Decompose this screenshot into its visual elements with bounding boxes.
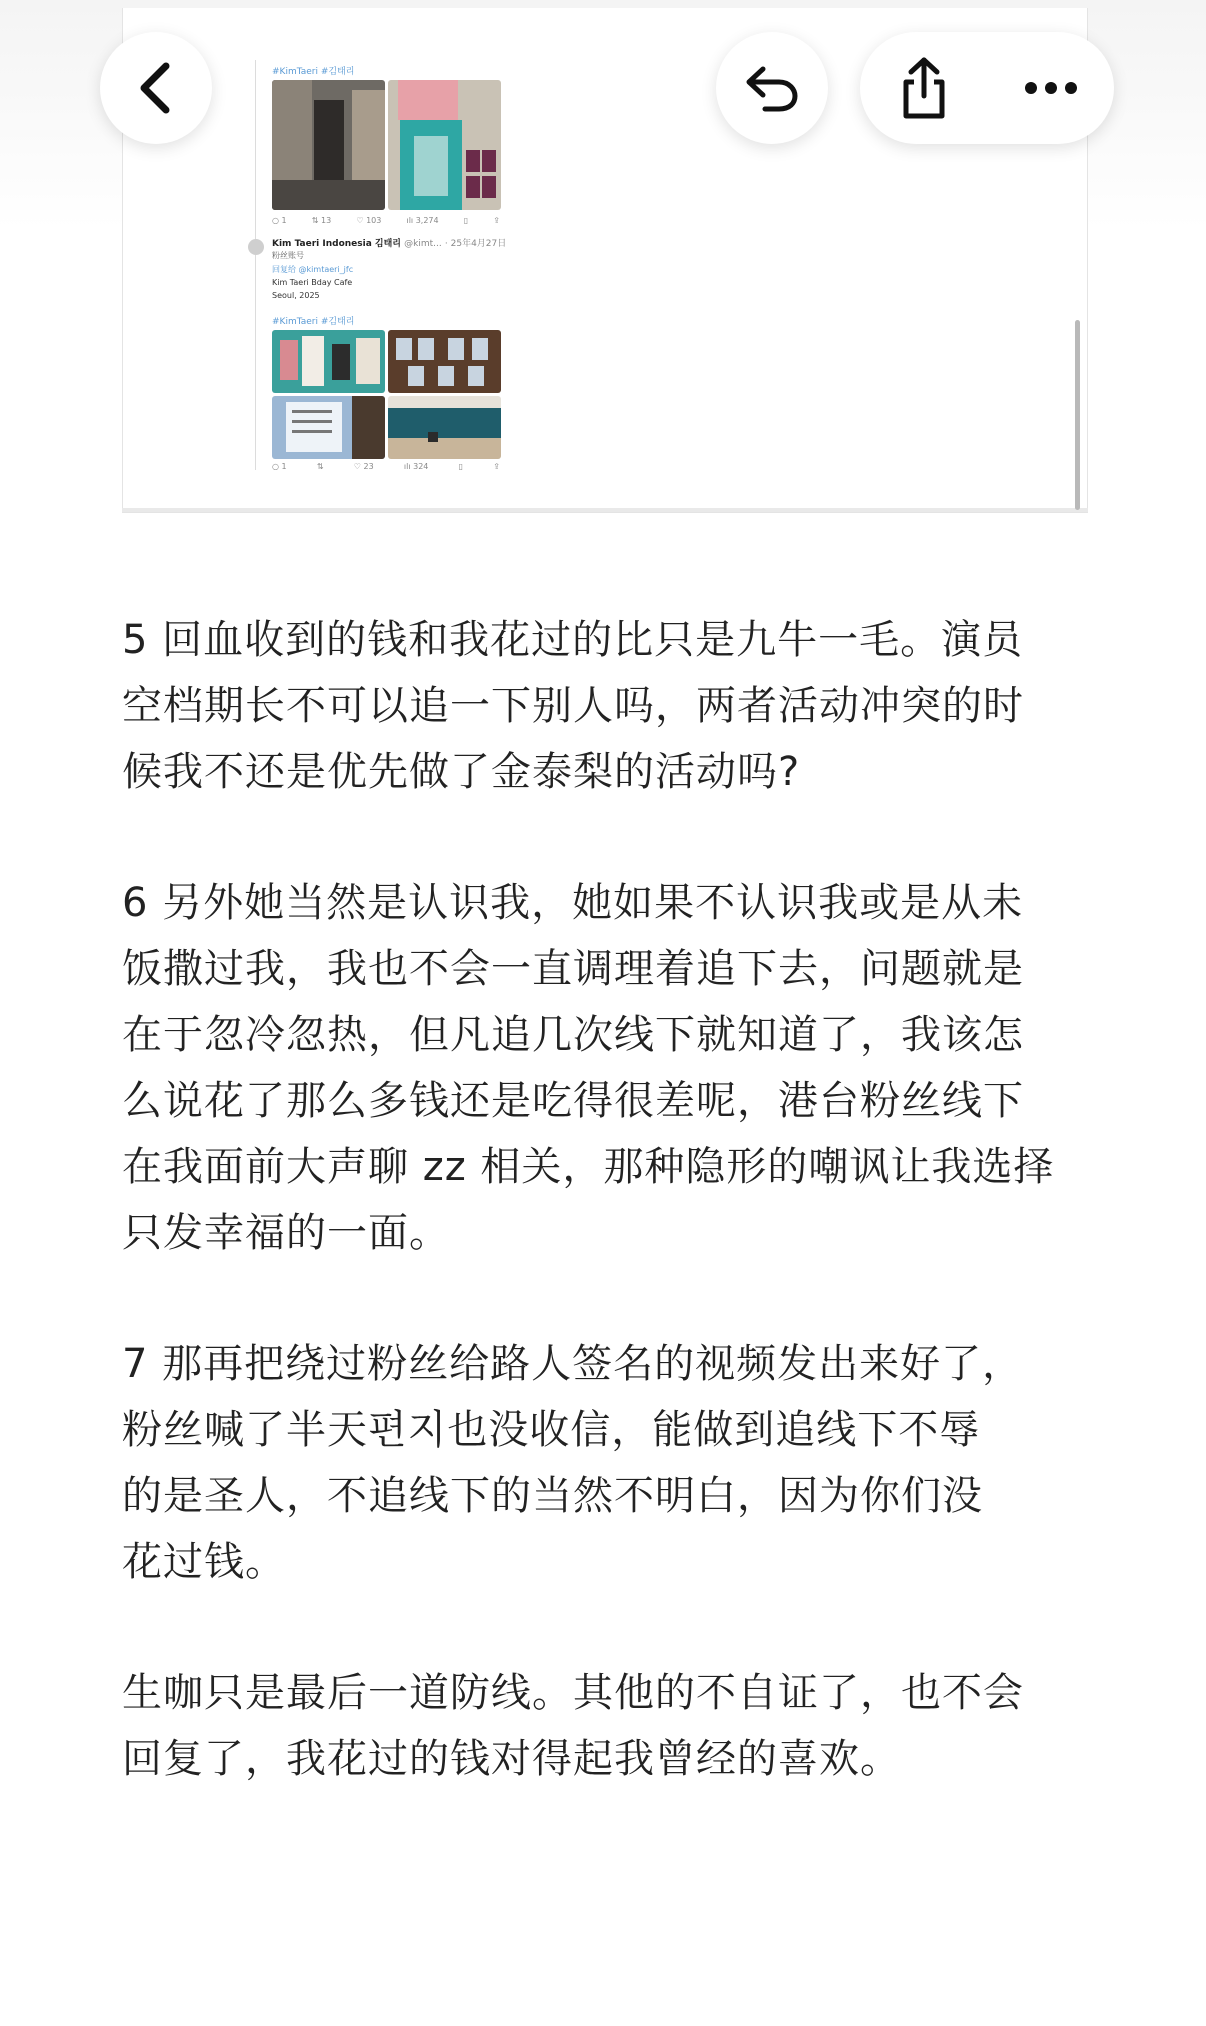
like-count[interactable]: ♡ 103 bbox=[356, 216, 382, 225]
tweet-photo[interactable] bbox=[272, 330, 385, 393]
tweet-stats-row bbox=[272, 216, 500, 225]
tweet-hashtag[interactable]: #KimTaeri #김태리 bbox=[272, 317, 355, 327]
bookmark-icon[interactable]: ▯ bbox=[458, 462, 464, 471]
share-icon[interactable]: ⇪ bbox=[493, 462, 500, 471]
reply-count[interactable]: ○ 1 bbox=[272, 462, 287, 471]
undo-icon bbox=[743, 63, 801, 113]
tweet-stats-row-bottom bbox=[272, 462, 500, 471]
more-button[interactable] bbox=[1001, 38, 1101, 138]
view-count[interactable]: ılı 3,274 bbox=[406, 216, 439, 225]
share-button[interactable] bbox=[874, 38, 974, 138]
retweet-count[interactable]: ⇅ 13 bbox=[311, 216, 332, 225]
tweet-photo[interactable] bbox=[388, 396, 501, 459]
tweet-text-line2: Seoul, 2025 bbox=[272, 291, 320, 300]
tweet-hashtag-top[interactable]: #KimTaeri #김태리 bbox=[272, 67, 355, 77]
paragraph-5: 5 回血收到的钱和我花过的比只是九牛一毛。演员 空档期长不可以追一下别人吗，两者活动冲突的时 候我不还是优先做了金泰梨的活动吗? bbox=[122, 617, 1024, 795]
tweet-author[interactable]: Kim Taeri Indonesia 김태리 @kimt... · 25年4月27日 bbox=[272, 239, 507, 249]
embed-scrollbar[interactable] bbox=[1075, 320, 1080, 510]
reply-to[interactable]: 回复给 @kimtaeri_jfc bbox=[272, 265, 354, 274]
bookmark-icon[interactable]: ▯ bbox=[463, 216, 469, 225]
tweet-text-line1: Kim Taeri Bday Cafe bbox=[272, 278, 353, 287]
tweet-thread-line bbox=[255, 60, 256, 470]
paragraph-7: 7 那再把绕过粉丝给路人签名的视频发出来好了， 粉丝喊了半天편지也没收信，能做到追线下不辱 的是圣人，不追线下的当然不明白，因为你们没 花过钱。 bbox=[122, 1341, 1024, 1585]
tweet-photo[interactable] bbox=[388, 330, 501, 393]
chevron-left-icon bbox=[136, 60, 176, 116]
tweet-photo[interactable] bbox=[272, 80, 385, 210]
paragraph-closing: 生咖只是最后一道防线。其他的不自证了，也不会 回复了，我花过的钱对得起我曾经的喜欢。 bbox=[122, 1670, 1024, 1782]
paragraph-6: 6 另外她当然是认识我，她如果不认识我或是从未 饭撒过我，我也不会一直调理着追下去，问题就是 在于忽冷忽热，但凡追几次线下就知道了，我该怎 么说花了那么多钱还是吃得很差呢，港台粉丝线下 在我面前大声聊 zz 相关，那种隐形的嘲讽让我选择 只发幸福的一面。 bbox=[122, 880, 1055, 1256]
retweet-icon[interactable]: ⇅ bbox=[316, 462, 324, 471]
share-icon[interactable]: ⇪ bbox=[493, 216, 500, 225]
avatar[interactable] bbox=[248, 239, 264, 255]
back-button[interactable] bbox=[100, 32, 212, 144]
reply-count[interactable]: ○ 1 bbox=[272, 216, 287, 225]
undo-button[interactable] bbox=[716, 32, 828, 144]
share-icon bbox=[898, 56, 950, 120]
actions-pill bbox=[860, 32, 1114, 144]
embed-divider bbox=[122, 508, 1088, 512]
fan-account-badge: 粉丝账号 bbox=[272, 251, 304, 260]
more-icon bbox=[1024, 81, 1078, 95]
tweet-photo[interactable] bbox=[388, 80, 501, 210]
view-count[interactable]: ılı 324 bbox=[403, 462, 429, 471]
like-count[interactable]: ♡ 23 bbox=[353, 462, 374, 471]
tweet-photo[interactable] bbox=[272, 396, 385, 459]
